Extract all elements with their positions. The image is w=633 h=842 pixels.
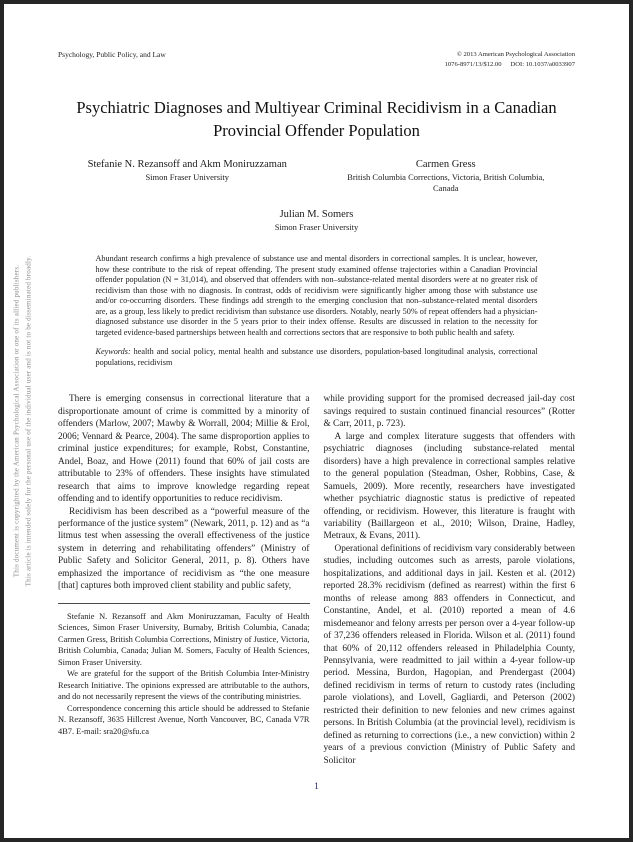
acknowledgment-note: We are grateful for the support of the British Columbia Inter-Ministry Research Initiative. The opinions expressed are attributable to the authors, and do not necessarily represent the views of the contributing ministries. xyxy=(58,669,310,702)
author-names: Stefanie N. Rezansoff and Akm Moniruzzaman xyxy=(87,159,287,171)
side-notice-line-1: This document is copyrighted by the American Psychological Association or one of its allied publishers. xyxy=(12,264,21,578)
author-group-right xyxy=(317,159,576,194)
author-affiliation: Simon Fraser University xyxy=(145,172,230,183)
fee-doi-line xyxy=(445,60,575,70)
author-note: Stefanie N. Rezansoff and Akm Moniruzzaman, Faculty of Health Sciences, Simon Fraser University, Burnaby, British Columbia, Canada; Carmen Gress, British Columbia Corrections, Ministry of Justice, Victoria, British Columbia, Canada; Julian M. Somers, Faculty of Health Sciences, Simon Fraser University. xyxy=(58,611,310,667)
body-column-right xyxy=(324,393,576,767)
side-notice-line-2: This article is intended solely for the personal use of the individual user and is not to be disseminated broadly. xyxy=(24,255,32,587)
correspondence-note: Correspondence concerning this article should be addressed to Stefanie N. Rezansoff, 3635 Hillcrest Avenue, North Vancouver, BC, Canada V7R 4B7. E-mail: sra20@sfu.ca xyxy=(58,703,310,736)
page-header xyxy=(58,50,575,70)
copyright-side-notice xyxy=(11,256,34,587)
keywords-line xyxy=(96,347,538,368)
journal-name: Psychology, Public Policy, and Law xyxy=(58,50,166,59)
keywords-label: Keywords: xyxy=(95,347,131,357)
doi-code: DOI: 10.1037/a0033907 xyxy=(510,60,575,68)
body-column-left xyxy=(58,393,310,767)
keywords-text: health and social policy, mental health and substance use disorders, population-based longitudinal analysis, correctional populations, recidivism xyxy=(95,347,538,367)
footnote-divider xyxy=(58,603,310,604)
body-paragraph: There is emerging consensus in correctional literature that a disproportionate amount of crime is committed by a minority of offenders (Marlow, 2007; Mawby & Worrall, 2004; Millie & Erol, 2006; Vennard & Pearce, 2004). The same disproportion applies to criminal justice expenditures; for example, Robst, Constantine, Andel, Boaz, and Howe (2011) found that 60% of jail costs are attributable to 23% of offenders. These insights have stimulated research that aims to improve knowledge regarding repeat offending and to identify opportunities to reduce recidivism. xyxy=(58,394,310,505)
fee-code: 1076-8971/13/$12.00 xyxy=(444,60,502,68)
author-names: Carmen Gress xyxy=(415,159,476,171)
body-paragraph: A large and complex literature suggests that offenders with psychiatric diagnoses (including substance-related mental disorders) have a high prevalence in correctional samples relative to the general population (Steadman, Osher, Robbins, Case, & Samuels, 2009). More recently, researchers have investigated whether psychiatric diagnostic status is predictive of repeated offending, or recidivism. However, this literature is fraught with variability (Baillargeon et al., 2010; Wilson, Draine, Hadley, Metraux, & Evans, 2011). xyxy=(323,431,575,542)
body-paragraph: while providing support for the promised decreased jail-day cost savings required to sustain continued financial resources” (Rotter & Carr, 2011, p. 723). xyxy=(323,394,575,430)
copyright-line: © 2013 American Psychological Association xyxy=(456,51,575,58)
page-number: 1 xyxy=(314,781,319,791)
author-affiliation: Simon Fraser University xyxy=(274,222,359,233)
authors-row xyxy=(58,159,575,194)
author-names: Julian M. Somers xyxy=(279,209,354,221)
body-paragraph: Operational definitions of recidivism vary considerably between studies, including outcomes such as arrests, parole violations, hospitalizations, and additional days in jail. Kesten et al. (2012) reported 28.3% recidivism (defined as rearrest) within the first 6 months of release among 883 offenders in Connecticut, and Constantine, Andel, et al. (2010) reported a mean of 4.6 misdemeanor and felony arrests per person over a 4-year follow-up of 37,236 offenders released in Florida. Wilson et al. (2011) found that 60% of 20,112 offenders released in Philadelphia County, Pennsylvania, were readmitted to jail within a 4-year follow-up period. Messina, Burdon, Hagopian, and Prendergast (2004) defined recidivism in terms of return to custody rates (including parole violations), and Lovell, Gagliardi, and Peterson (2002) restricted their definition to new felonies and new crimes against persons. In British Columbia (at the provincial level), recidivism is defined as returning to corrections (i.e., a new conviction) within 2 years of a previous conviction (Ministry of Public Safety and Solicitor xyxy=(323,543,575,766)
abstract-text: Abundant research confirms a high prevalence of substance use and mental disorders in correctional samples. It is unclear, however, how these contribute to the risk of repeat offending. The present study examined offense trajectories within a Canadian Provincial offender population (N = 31,014), and observed that offenders with non–substance-related mental disorders were at no greater risk of recidivism than those with no diagnosis. In contrast, odds of recidivism were significantly higher among those with substance use and/or co-occurring disorders. These findings add strength to the emerging conclusion that non–substance-related mental disorders are, as a group, less likely to predict recidivism than substance use disorders. Notably, nearly 50% of repeat offenders had a physician-diagnosed substance use disorder in the 5 years prior to their index offense. Results are discussed in relation to the necessity for targeted evidence-based partnerships between health and corrections sectors that are responsive to both public health and safety. xyxy=(95,254,538,337)
copyright-block xyxy=(445,50,575,70)
author-group-center xyxy=(58,209,575,233)
author-group-left xyxy=(58,159,317,194)
paper-page xyxy=(4,4,629,838)
body-paragraph: Recidivism has been described as a “powerful measure of the performance of the justice system” (Newark, 2011, p. 12) and as “a litmus test when assessing the overall effectiveness of the justice system in deterring and rehabilitating offenders” (Ministry of Public Safety and Solicitor General, 2011, p. 8). Others have emphasized the importance of recidivism as “the one measure [that] captures both improved client stability and public safety, xyxy=(58,506,310,592)
author-affiliation: British Columbia Corrections, Victoria, British Columbia, Canada xyxy=(347,172,545,194)
body-columns xyxy=(58,393,575,767)
paper-title: Psychiatric Diagnoses and Multiyear Criminal Recidivism in a Canadian Provincial Offender Population xyxy=(76,97,557,140)
